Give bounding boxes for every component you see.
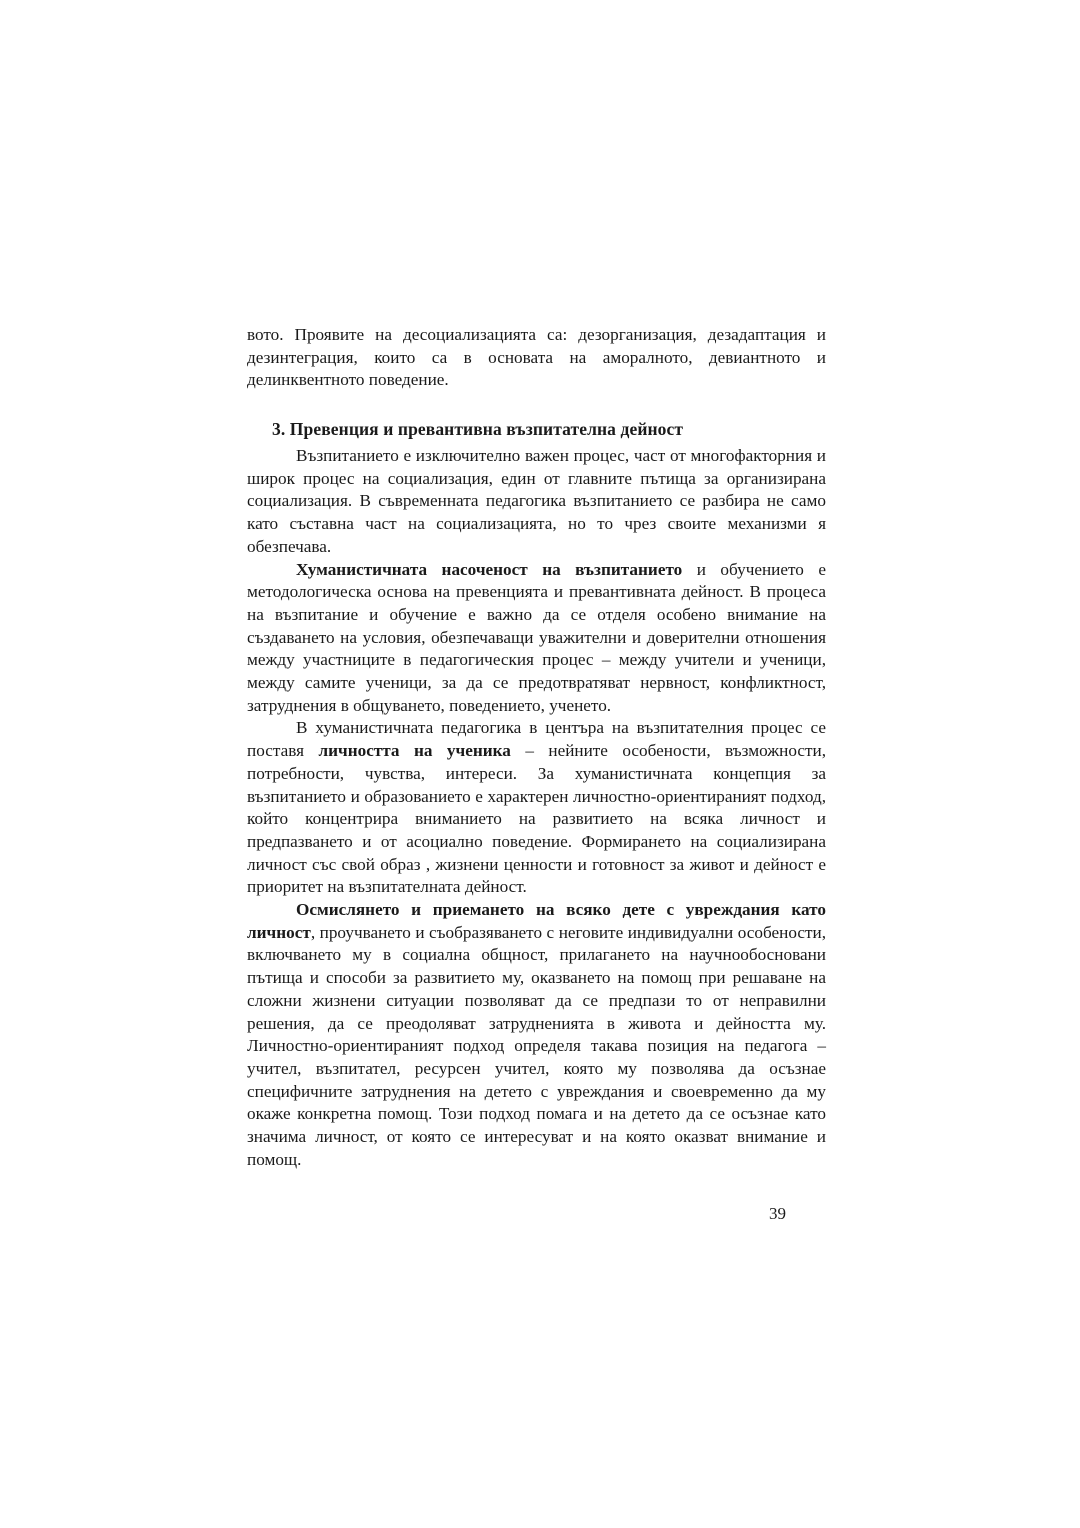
paragraph-3-bold: личността на ученика (318, 741, 511, 761)
paragraph-3-text: – нейните особености, възможности, потребности, чувства, интереси. За хуманистичната концепция за възпитанието и образованието е характерен личностно-ориентираният подход, който концентрира вниманието на развитието на всяка личност и предпазването и от асоциално поведение. Формирането на социализирана личност със свой образ , жизнени ценности и готовност за живот и дейност е приоритет на възпитателната дейност. (247, 741, 826, 897)
section-body (247, 445, 826, 1172)
intro-paragraph (247, 324, 826, 392)
paragraph-2-text: и обучението е методологическа основа на превенцията и превантивната дейност. В процеса на възпитание и обучение е важно да се отделя особено внимание на създаването на условия, обезпечаващи уважителни и доверителни отношения между участниците в педагогическия процес – между учители и ученици, между самите ученици, за да се предотвратяват нервност, конфликтност, затруднения в общуването, поведението, ученето. (247, 559, 826, 715)
paragraph-4 (247, 899, 826, 1171)
paragraph-1: Възпитанието е изключително важен процес, част от многофакторния и широк процес на социализация, един от главните пътища за организирана социализация. В съвременната педагогика възпитанието се разбира не само като съставна част на социализацията, но то чрез своите механизми я обезпечава. (247, 446, 826, 556)
paragraph-3-text-start: В хуманистичната педагогика в центъра на възпитателния процес се поставя (247, 718, 826, 761)
page-number: 39 (769, 1204, 786, 1223)
paragraph-2 (247, 559, 826, 718)
paragraph-4-bold: Осмислянето и приемането на всяко дете с увреждания като личност (247, 900, 826, 942)
paragraph-4-text: , проучването и съобразяването с неговите индивидуални особености, включването му в социална общност, прилагането на научнообосновани пътища и способи за развитието му, оказването на помощ при решаване на сложни жизнени ситуации позволяват да се предпази то от неправилни решения, да се преодоляват затрудненията в живота и дейността му. Личностно-ориентираният подход определя такава позиция на педагога – учител, възпитател, ресурсен учител, която му позволява да осъзнае специфичните затруднения на детето с увреждания и своевременно да му окаже конкретна помощ. Този подход помага и на детето да се осъзнае като значима личност, от която се интересуват и на която оказват внимание и помощ. (247, 922, 826, 1169)
section-heading: 3. Превенция и превантивна възпитателна дейност (272, 419, 684, 439)
paragraph-2-bold: Хуманистичната насоченост на възпитанието (296, 559, 683, 579)
intro-text: вото. Проявите на десоциализацията са: дезорганизация, дезадаптация и дезинтеграция, които са в основата на аморалното, девиантното и делинквентното поведение. (247, 325, 826, 390)
paragraph-3 (247, 717, 826, 899)
